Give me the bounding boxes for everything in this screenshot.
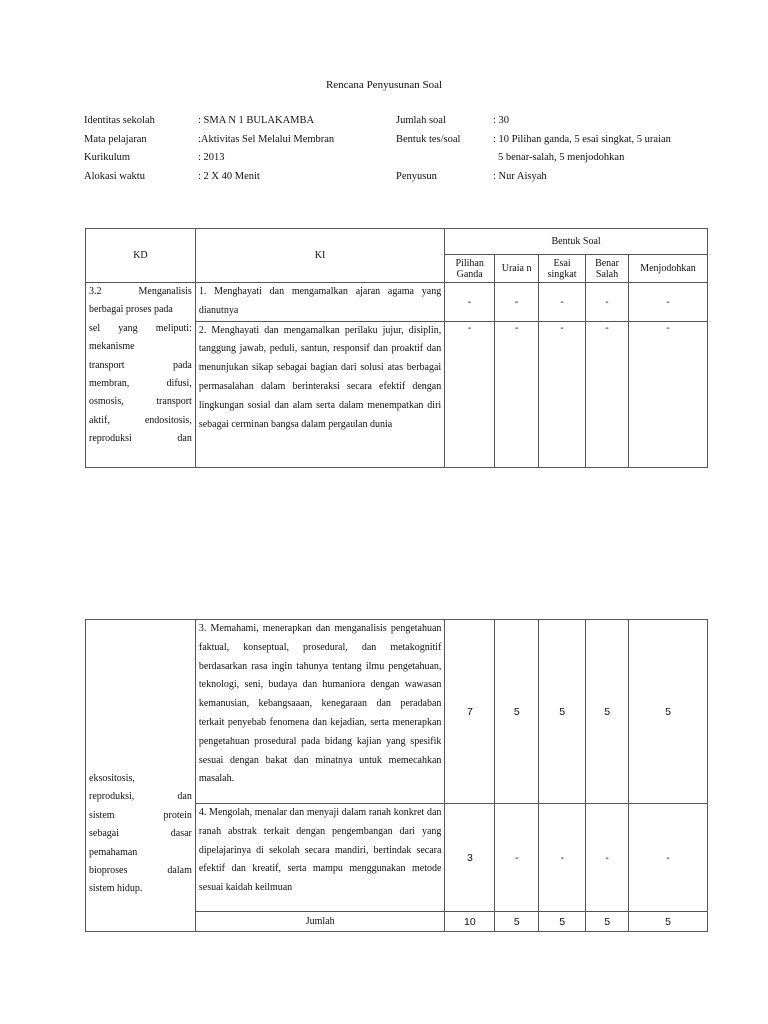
kd-line: reproduksi dan [89, 433, 192, 445]
value-cell: - [445, 283, 495, 322]
identity-value: :Aktivitas Sel Melalui Membran [198, 134, 335, 145]
value-cell: - [539, 804, 586, 912]
kd-line: membran, difusi, [89, 378, 192, 390]
ki-text: 4. Mengolah, menalar dan menyaji dalam ranah konkret dan ranah abstrak terkait dengan pengembangan dari yang dipelajarinya di sekolah secara mandiri, bertindak secara efektif dan kreatif, serta mampu menggunakan metode sesuai kaidah keilmuan [195, 804, 445, 912]
col-header-menjodohkan: Menjodohkan [628, 255, 707, 283]
col-header-benar-salah: Benar Salah [586, 255, 629, 283]
kd-line: sistem protein [89, 809, 192, 821]
value-cell: 3 [445, 804, 495, 912]
identity-label: Mata pelajaran [84, 134, 147, 145]
identity-value: 5 benar-salah, 5 menjodohkan [498, 152, 625, 163]
col-header-uraian: Uraia n [495, 255, 539, 283]
ki-header: KI [195, 229, 444, 283]
total-label: Jumlah [195, 912, 445, 932]
value-cell: - [586, 283, 629, 322]
question-plan-table-1 [85, 228, 708, 468]
ki-text: 3. Memahami, menerapkan dan menganalisis pengetahuan faktual, konseptual, prosedural, dan metakognitif berdasarkan rasa ingin tahunya tentang ilmu pengetahuan, teknologi, seni, budaya dan humaniora dengan wawasan kemanusian, kebangsaaan, kenegaraan dan peradaban terkait penyebab fenomena dan kejadian, serta menerapkan pengetahuan prosedural pada bidang kajian yang spesifik sesuai dengan bakat dan minatnya untuk memecahkan masalah. [195, 620, 445, 804]
value-cell: - [495, 804, 539, 912]
value-cell: - [629, 804, 708, 912]
question-plan-table-2 [85, 619, 708, 932]
identity-value: : 2 X 40 Menit [198, 171, 260, 182]
identity-label: Jumlah soal [396, 115, 446, 126]
kd-line: osmosis, transport [89, 396, 192, 408]
total-value: 5 [586, 912, 629, 932]
kd-cell [86, 283, 196, 468]
value-cell: - [539, 321, 586, 467]
value-cell: - [495, 321, 539, 467]
kd-line: reproduksi, dan [89, 791, 192, 803]
identity-label: Identitas sekolah [84, 115, 155, 126]
kd-line: sebagai dasar [89, 828, 192, 840]
ki-text: 1. Menghayati dan mengamalkan ajaran agama yang dianutnya [195, 283, 444, 322]
col-header-pilihan-ganda: Pilihan Ganda [445, 255, 495, 283]
value-cell: 5 [495, 620, 539, 804]
identity-value: : 30 [493, 115, 510, 126]
value-cell: - [628, 321, 707, 467]
kd-header: KD [86, 229, 196, 283]
total-value: 5 [629, 912, 708, 932]
identity-label: Kurikulum [84, 152, 131, 163]
ki-text: 2. Menghayati dan mengamalkan perilaku jujur, disiplin, tanggung jawab, peduli, santun, responsif dan proaktif dan menunjukan sikap sebagai bagian dari solusi atas berbagai permasalahan dalam berinteraksi secara efektif dengan lingkungan sosial dan alam serta dalam menempatkan diri sebagai cerminan bangsa dalam pergaulan dunia [195, 321, 444, 467]
kd-line: mekanisme [89, 341, 135, 353]
kd-line: berbagai proses pada [89, 304, 173, 316]
total-value: 5 [495, 912, 539, 932]
kd-line: bioproses dalam [89, 865, 192, 877]
kd-line: transport pada [89, 359, 192, 371]
value-cell: - [445, 321, 495, 467]
value-cell: - [495, 283, 539, 322]
value-cell: - [586, 804, 629, 912]
value-cell: 7 [445, 620, 495, 804]
total-value: 10 [445, 912, 495, 932]
identity-label: Penyusun [396, 171, 437, 182]
value-cell: 5 [539, 620, 586, 804]
kd-line: pemahaman [89, 846, 138, 858]
identity-value: : Nur Aisyah [493, 171, 547, 182]
kd-line: sistem hidup. [89, 883, 143, 895]
kd-line: 3.2 Menganalisis [89, 286, 192, 297]
kd-line: aktif, endositosis, [89, 414, 192, 426]
page-title: Rencana Penyusunan Soal [325, 79, 443, 91]
identity-value: : 2013 [198, 152, 225, 163]
value-cell: - [628, 283, 707, 322]
value-cell: 5 [629, 620, 708, 804]
bentuk-soal-header: Bentuk Soal [445, 229, 708, 255]
value-cell: - [539, 283, 586, 322]
value-cell: - [586, 321, 629, 467]
kd-cell [86, 620, 196, 932]
kd-line: sel yang meliputi: [89, 322, 192, 334]
total-value: 5 [539, 912, 586, 932]
value-cell: 5 [586, 620, 629, 804]
kd-line: eksositosis, [89, 773, 135, 784]
identity-value: : SMA N 1 BULAKAMBA [198, 115, 315, 126]
identity-value: : 10 Pilihan ganda, 5 esai singkat, 5 uraian [493, 134, 671, 145]
identity-label: Bentuk tes/soal [396, 134, 461, 145]
identity-label: Alokasi waktu [84, 171, 145, 182]
col-header-esai-singkat: Esai singkat [539, 255, 586, 283]
